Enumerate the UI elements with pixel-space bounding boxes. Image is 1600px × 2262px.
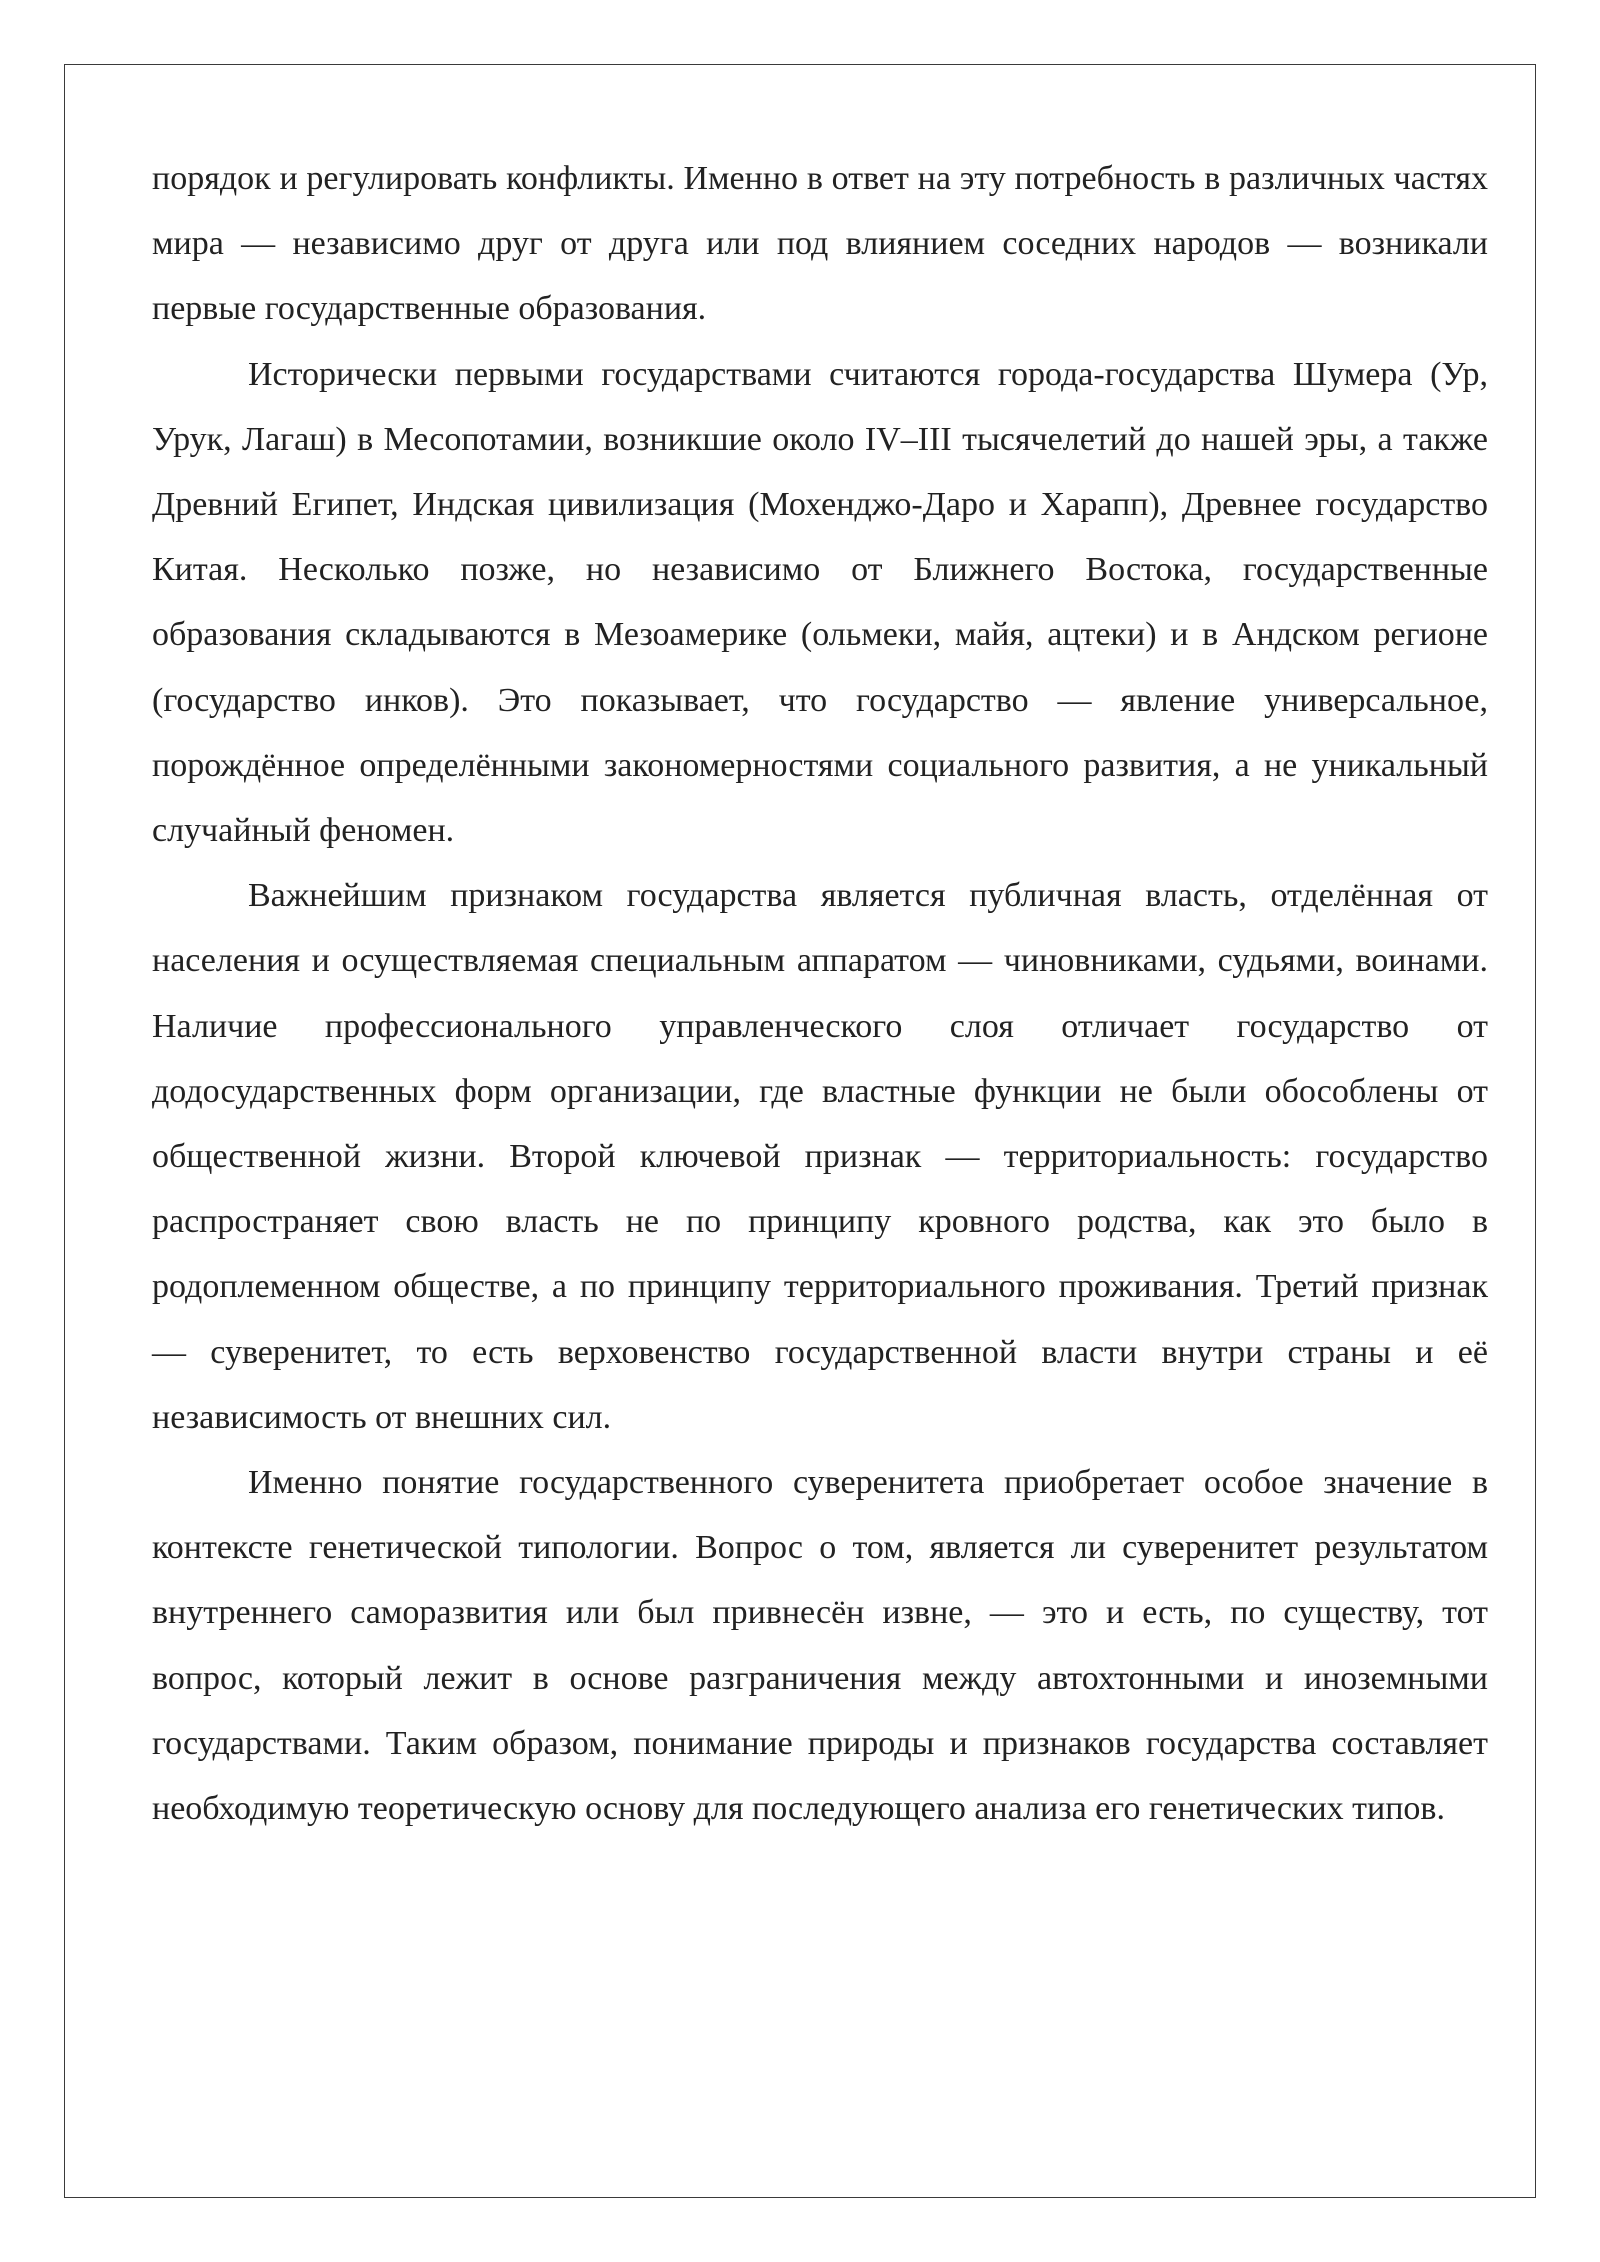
paragraph-sovereignty: Именно понятие государственного суверенитета приобретает особое значение в контексте генетической типологии. Вопрос о том, является ли суверенитет результатом внутреннего саморазвития или был привнесён извне, — это и есть, по существу, тот вопрос, который лежит в основе разграничения между автохтонными и иноземными государствами. Таким образом, понимание природы и признаков государства составляет необходимую теоретическую основу для последующего анализа его генетических типов.	[152, 1464, 1488, 1828]
paragraph-first-states: Исторически первыми государствами считаются города-государства Шумера (Ур, Урук, Лагаш) в Месопотамии, возникшие около IV–III тысячелетий до нашей эры, а также Древний Египет, Индская цивилизация (Мохенджо-Даро и Харапп), Древнее государство Китая. Несколько позже, но независимо от Ближнего Востока, государственные образования складываются в Мезоамерике (ольмеки, майя, ацтеки) и в Андском регионе (государство инков). Это показывает, что государство — явление универсальное, порождённое определёнными закономерностями социального развития, а не уникальный случайный феномен.	[152, 355, 1488, 850]
paragraph-continued: порядок и регулировать конфликты. Именно в ответ на эту потребность в различных частях мира — независимо друг от друга или под влиянием соседних народов — возникали первые государственные образования.	[152, 160, 1488, 328]
document-body	[152, 146, 1488, 1841]
paragraph-state-features: Важнейшим признаком государства является публичная власть, отделённая от населения и осуществляемая специальным аппаратом — чиновниками, судьями, воинами. Наличие профессионального управленческого слоя отличает государство от додосударственных форм организации, где властные функции не были обособлены от общественной жизни. Второй ключевой признак — территориальность: государство распространяет свою власть не по принципу кровного родства, как это было в родоплеменном обществе, а по принципу территориального проживания. Третий признак — суверенитет, то есть верховенство государственной власти внутри страны и её независимость от внешних сил.	[152, 877, 1488, 1436]
